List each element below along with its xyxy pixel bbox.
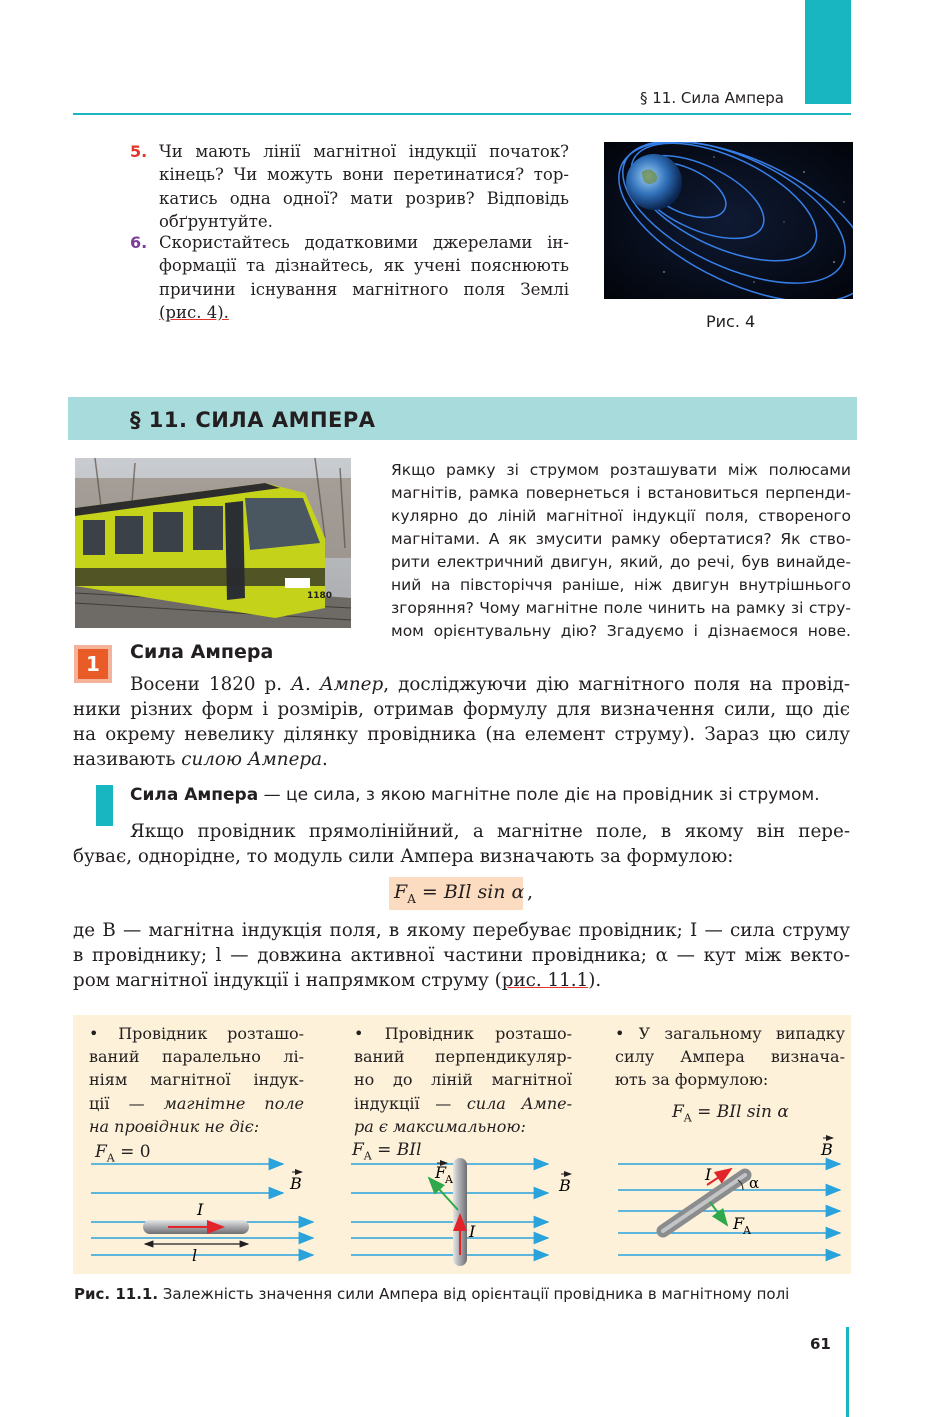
label-I: I (197, 1200, 204, 1219)
question-number-6: 6. (130, 233, 148, 252)
figure-caption-label: Рис. 11.1. (74, 1285, 159, 1303)
paragraph-1-line (73, 672, 850, 697)
intro-line: згоряння? Чому магнітне поле чинить на рамку зі стру- (391, 599, 851, 617)
panel-line: • Провідник розташо- (89, 1024, 304, 1043)
paragraph-3-line (73, 968, 850, 993)
intro-line: мом орієнтувальну дію? Згадуємо і дізнаємося нове. (391, 622, 851, 640)
formula-symbol: F (394, 881, 408, 903)
label-l: l (192, 1246, 198, 1265)
intro-line: кулярно до ліній магнітної індукції поля, створеного (391, 507, 851, 525)
text-run: індукції — (354, 1093, 467, 1113)
tram-number: 1180 (307, 591, 333, 601)
figure-caption-text: Залежність значення сили Ампера від орієнтації провідника в магнітному полі (158, 1285, 790, 1303)
text-run: ром магнітної індукції і напрямком струму ( (73, 970, 502, 991)
text-run: Восени 1820 р. (130, 674, 292, 695)
paragraph-1 (73, 672, 850, 772)
formula-rhs: = BIl (371, 1140, 422, 1160)
question-6-line: причини існування магнітного поля Землі (159, 279, 569, 299)
label-F-subscript: A (445, 1173, 453, 1186)
intro-text (391, 459, 851, 643)
paragraph-1-line: ники різних форм і розмірів, отримав формулу для визначення сили, що діє (73, 699, 850, 720)
paragraph-2-line: Якщо провідник прямолінійний, а магнітне поле, в якому він пере- (130, 821, 850, 842)
intro-line: рити електричний двигун, який, до речі, був винайде- (391, 553, 851, 571)
question-number-5: 5. (130, 142, 148, 161)
text-run-italic: сила Ампе- (466, 1093, 573, 1113)
fig4-reference-link[interactable]: (рис. 4). (159, 302, 229, 322)
label-F: F (733, 1214, 745, 1233)
text-run: називають (73, 749, 182, 770)
label-F: F (435, 1163, 447, 1182)
force-arrow (710, 1202, 727, 1225)
paragraph-2 (73, 819, 850, 869)
fig11-1-reference-link[interactable]: рис. 11.1 (501, 970, 589, 991)
tram-photo (75, 458, 351, 628)
label-B: B (821, 1140, 833, 1159)
intro-line: магнітів, рамка повернеться і встановиться перпенди- (391, 484, 851, 502)
label-I: I (705, 1165, 712, 1184)
question-5-line: Чи мають лінії магнітної індукції початок? (159, 142, 569, 161)
text-run-italic: силою Ампера (181, 749, 322, 770)
figure-11-1-diagrams (73, 1015, 851, 1274)
question-5-line: кінець? Чи можуть вони перетинатися? тор- (159, 165, 569, 185)
formula-symbol: F (95, 1142, 107, 1162)
formula-symbol: F (352, 1140, 364, 1160)
question-5-line: катись одна одної? мати розрив? Відповідь (159, 188, 569, 208)
question-5 (159, 140, 569, 233)
label-F-subscript: A (743, 1224, 751, 1237)
panel-line: ніям магнітної індук- (89, 1070, 304, 1090)
label-B: B (559, 1176, 571, 1195)
label-I: I (469, 1222, 476, 1241)
formula-comma: , (527, 881, 534, 903)
intro-line: Якщо рамку зі струмом розташувати між полюсами (391, 461, 851, 479)
panel-line: • У загальному випадку (615, 1024, 845, 1043)
label-alpha: α (749, 1174, 760, 1192)
question-6-line: Скористайтесь додатковими джерелами ін- (159, 233, 569, 252)
page-number: 61 (810, 1335, 831, 1353)
definition-text: — це сила, з якою магнітне поле діє на провідник зі струмом. (258, 785, 820, 805)
text-run-italic: на провідник не діє: (89, 1116, 260, 1136)
formula-subscript: A (407, 891, 416, 906)
question-6 (159, 231, 569, 324)
field-lines-3 (618, 1164, 840, 1255)
paragraph-2-line: буває, однорідне, то модуль сили Ампера визначають за формулою: (73, 846, 734, 867)
formula-rhs: = BIl sin α (691, 1102, 789, 1122)
subsection-number: 1 (78, 649, 108, 679)
definition-term: Сила Ампера (130, 785, 259, 805)
question-6-line: формації та дізнайтесь, як учені пояснюють (159, 256, 569, 276)
text-run-italic: ра є максимальною: (354, 1116, 526, 1136)
text-run-italic: А. Ампер (291, 674, 384, 695)
formula-rhs: = 0 (114, 1142, 151, 1162)
text-run: . (322, 749, 328, 770)
question-5-line: обґрунтуйте. (159, 211, 273, 231)
panel-line: ваний перпендикуляр- (354, 1047, 572, 1067)
header-rule (73, 113, 851, 115)
paragraph-3 (73, 918, 850, 993)
formula-subscript: A (106, 1151, 115, 1165)
panel-line: • Провідник розташо- (354, 1024, 572, 1043)
paragraph-3-line: де B — магнітна індукція поля, в якому перебуває провідник; I — сила струму (73, 920, 850, 941)
fig4-caption: Рис. 4 (706, 312, 756, 331)
definition (130, 785, 820, 805)
panel-line: ють за формулою: (615, 1070, 769, 1090)
earth-magnetic-field-image (604, 142, 853, 299)
panel-line: ваний паралельно лі- (89, 1047, 304, 1067)
paragraph-3-line: в провіднику; l — довжина активної частини провідника; α — кут між векто- (73, 945, 850, 966)
ampere-formula (394, 881, 524, 906)
running-head: § 11. Сила Ампера (640, 89, 784, 107)
text-run-italic: магнітне поле (163, 1093, 304, 1113)
formula-subscript: A (363, 1149, 372, 1163)
subsection-title: Сила Ампера (130, 641, 274, 663)
formula-rhs: = BIl sin α (415, 881, 525, 903)
formula-symbol: F (672, 1102, 684, 1122)
paragraph-1-line (73, 747, 850, 772)
section-title: § 11. СИЛА АМПЕРА (130, 408, 376, 432)
text-run: ції — (89, 1093, 164, 1113)
page-number-rule (846, 1327, 849, 1417)
paragraph-1-line: на окрему невелику ділянку провідника (на елемент струму). Зараз цю силу (73, 724, 850, 745)
text-run: ). (588, 970, 602, 991)
intro-line: магнітами. А як змусити рамку обертатися? Як ство- (391, 530, 851, 548)
panel-line: но до ліній магнітної (354, 1070, 572, 1090)
intro-line: ний на півсторіччя раніше, ніж двигун внутрішнього (391, 576, 851, 594)
figure-caption (74, 1285, 789, 1303)
formula-subscript: A (683, 1111, 692, 1125)
text-run: , досліджуючи дію магнітного поля на провід- (383, 674, 851, 695)
panel-line: силу Ампера визнача- (615, 1047, 845, 1067)
label-B: B (290, 1174, 302, 1193)
chapter-tab (805, 0, 851, 104)
